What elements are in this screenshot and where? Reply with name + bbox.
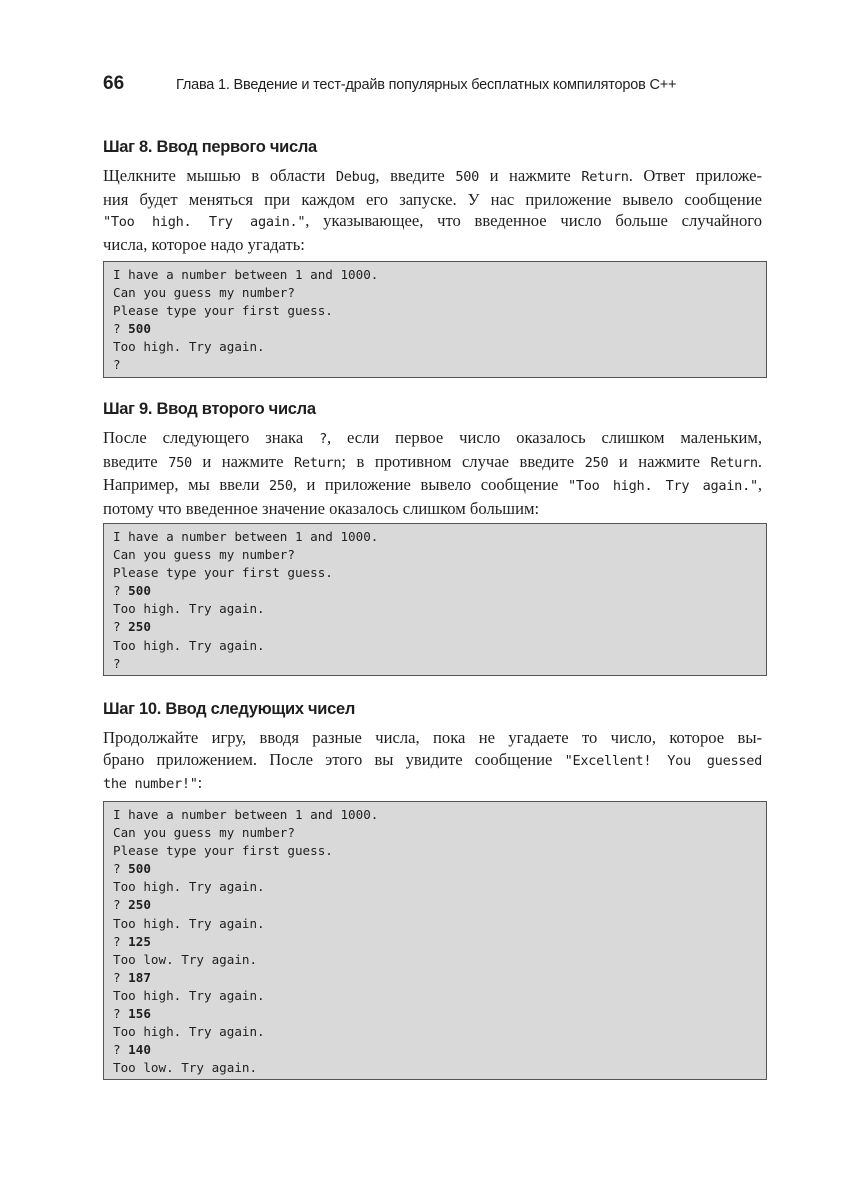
code-line	[113, 896, 758, 914]
program-output: Too high. Try again.	[113, 987, 265, 1003]
user-input: 250	[128, 619, 151, 635]
code-prompt: ?	[113, 897, 129, 913]
text-run: , и приложение вывело сообщение	[292, 475, 569, 494]
text-run: Щелкните мышью в области	[103, 166, 336, 185]
user-input: 187	[128, 969, 151, 985]
user-input: 140	[128, 1042, 151, 1058]
step9-heading: Шаг 9. Ввод второго числа	[103, 400, 316, 418]
user-input: 250	[128, 897, 151, 913]
inline-code: 500	[455, 169, 479, 185]
running-title: Глава 1. Введение и тест-драйв популярных бесплатных компиляторов С++	[176, 77, 677, 93]
code-line	[113, 915, 758, 933]
code-line	[113, 564, 758, 582]
code-prompt: ?	[113, 583, 129, 599]
inline-code: ?	[319, 431, 327, 447]
program-output: Can you guess my number?	[113, 547, 295, 563]
inline-code: "Too high. Try again."	[568, 478, 758, 494]
step8-line4: числа, которое надо угадать:	[103, 234, 305, 254]
program-output: Too high. Try again.	[113, 339, 265, 355]
code-prompt: ?	[113, 861, 129, 877]
step9-line1	[103, 427, 762, 451]
step10-heading: Шаг 10. Ввод следующих чисел	[103, 700, 356, 718]
program-output: Can you guess my number?	[113, 825, 295, 841]
inline-code: Return	[581, 169, 629, 185]
inline-code: 750	[168, 454, 192, 471]
inline-code: 250	[584, 454, 609, 471]
inline-code: the number!"	[103, 776, 198, 792]
code-prompt: ?	[113, 969, 129, 985]
step10-line3	[103, 772, 762, 796]
code-prompt: ?	[113, 1006, 129, 1022]
text-run: и нажмите	[191, 451, 295, 471]
code-line	[113, 582, 758, 600]
code-line	[113, 637, 758, 655]
program-output: Please type your first guess.	[113, 565, 333, 581]
step9-paragraph	[103, 427, 762, 519]
step9-line4: потому что введенное значение оказалось слишком большим:	[103, 498, 540, 518]
program-output: Please type your first guess.	[113, 843, 333, 859]
code-line	[113, 1041, 758, 1059]
code-line	[113, 824, 758, 842]
step10-line2	[103, 749, 762, 773]
program-output: Too high. Try again.	[113, 1024, 265, 1040]
step9-line2	[103, 451, 762, 475]
text-run: и нажмите	[608, 451, 711, 471]
inline-code: "Excellent! You guessed	[564, 752, 762, 769]
program-output: ?	[113, 357, 121, 373]
text-run: и нажмите	[478, 166, 582, 185]
code-line	[113, 302, 758, 320]
text-run: , указывающее, что введенное число больше случайного	[305, 211, 762, 230]
code-line	[113, 933, 758, 951]
code-prompt: ?	[113, 619, 129, 635]
step10-paragraph	[103, 727, 762, 796]
text-run: введите	[103, 451, 169, 471]
code-line	[113, 320, 758, 338]
code-line	[113, 528, 758, 546]
inline-code: "Too high. Try again."	[103, 214, 306, 230]
code-prompt: ?	[113, 1042, 129, 1058]
code-line	[113, 356, 758, 374]
program-output: Too low. Try again.	[113, 1060, 258, 1076]
code-line	[113, 618, 758, 636]
user-input: 500	[128, 861, 151, 877]
code-line	[113, 1059, 758, 1077]
step8-heading: Шаг 8. Ввод первого числа	[103, 138, 317, 156]
code-line	[113, 600, 758, 618]
step9-code-block	[103, 523, 767, 676]
program-output: Too low. Try again.	[113, 951, 258, 967]
page-number: 66	[103, 73, 125, 94]
text-run: , если первое число оказалось слишком маленьким,	[326, 428, 762, 447]
program-output: Too high. Try again.	[113, 915, 265, 931]
code-line	[113, 266, 758, 284]
page-header	[103, 73, 763, 103]
user-input: 500	[128, 583, 151, 599]
program-output: I have a number between 1 and 1000.	[113, 807, 379, 822]
text-run: . Ответ приложе-	[628, 166, 762, 185]
code-line	[113, 546, 758, 564]
inline-code: Return	[294, 454, 342, 471]
program-output: Too high. Try again.	[113, 879, 265, 895]
code-line	[113, 1023, 758, 1041]
text-run: :	[197, 773, 203, 792]
text-run: .	[757, 451, 762, 471]
code-line	[113, 987, 758, 1005]
code-line	[113, 969, 758, 987]
step9-line3	[103, 474, 762, 498]
program-output: ?	[113, 655, 121, 671]
user-input: 156	[128, 1006, 151, 1022]
code-line	[113, 860, 758, 878]
step10-code-block	[103, 801, 767, 1080]
user-input: 500	[128, 321, 151, 337]
user-input: 125	[128, 933, 151, 949]
step8-code-block	[103, 261, 767, 378]
step8-line1	[103, 165, 762, 189]
program-output: Too high. Try again.	[113, 637, 265, 653]
code-line	[113, 338, 758, 356]
code-line	[113, 842, 758, 860]
code-line	[113, 951, 758, 969]
inline-code: Debug	[335, 169, 376, 185]
text-run: ,	[757, 475, 762, 494]
code-prompt: ?	[113, 321, 129, 337]
program-output: I have a number between 1 and 1000.	[113, 267, 379, 282]
text-run: брано приложением. После этого вы увидите сообщение	[103, 749, 565, 769]
program-output: I have a number between 1 and 1000.	[113, 529, 379, 544]
text-run: ; в противном случае введите	[341, 451, 585, 471]
program-output: Please type your first guess.	[113, 303, 333, 319]
program-output: Too high. Try again.	[113, 601, 265, 617]
code-line	[113, 878, 758, 896]
program-output: Can you guess my number?	[113, 285, 295, 301]
text-run: , введите	[375, 166, 456, 185]
step8-line3	[103, 210, 762, 234]
code-line	[113, 655, 758, 673]
inline-code: Return	[710, 454, 758, 471]
code-line	[113, 1005, 758, 1023]
code-line	[113, 284, 758, 302]
code-line	[113, 806, 758, 824]
code-prompt: ?	[113, 933, 129, 949]
step8-paragraph	[103, 165, 762, 255]
text-run: Например, мы ввели	[103, 475, 270, 494]
inline-code: 250	[269, 478, 293, 494]
text-run: После следующего знака	[103, 428, 320, 447]
step8-line2: ния будет меняться при каждом его запуске. У нас приложение вывело сообщение	[103, 189, 762, 209]
step10-line1: Продолжайте игру, вводя разные числа, пока не угадаете то число, которое вы-	[103, 728, 762, 747]
